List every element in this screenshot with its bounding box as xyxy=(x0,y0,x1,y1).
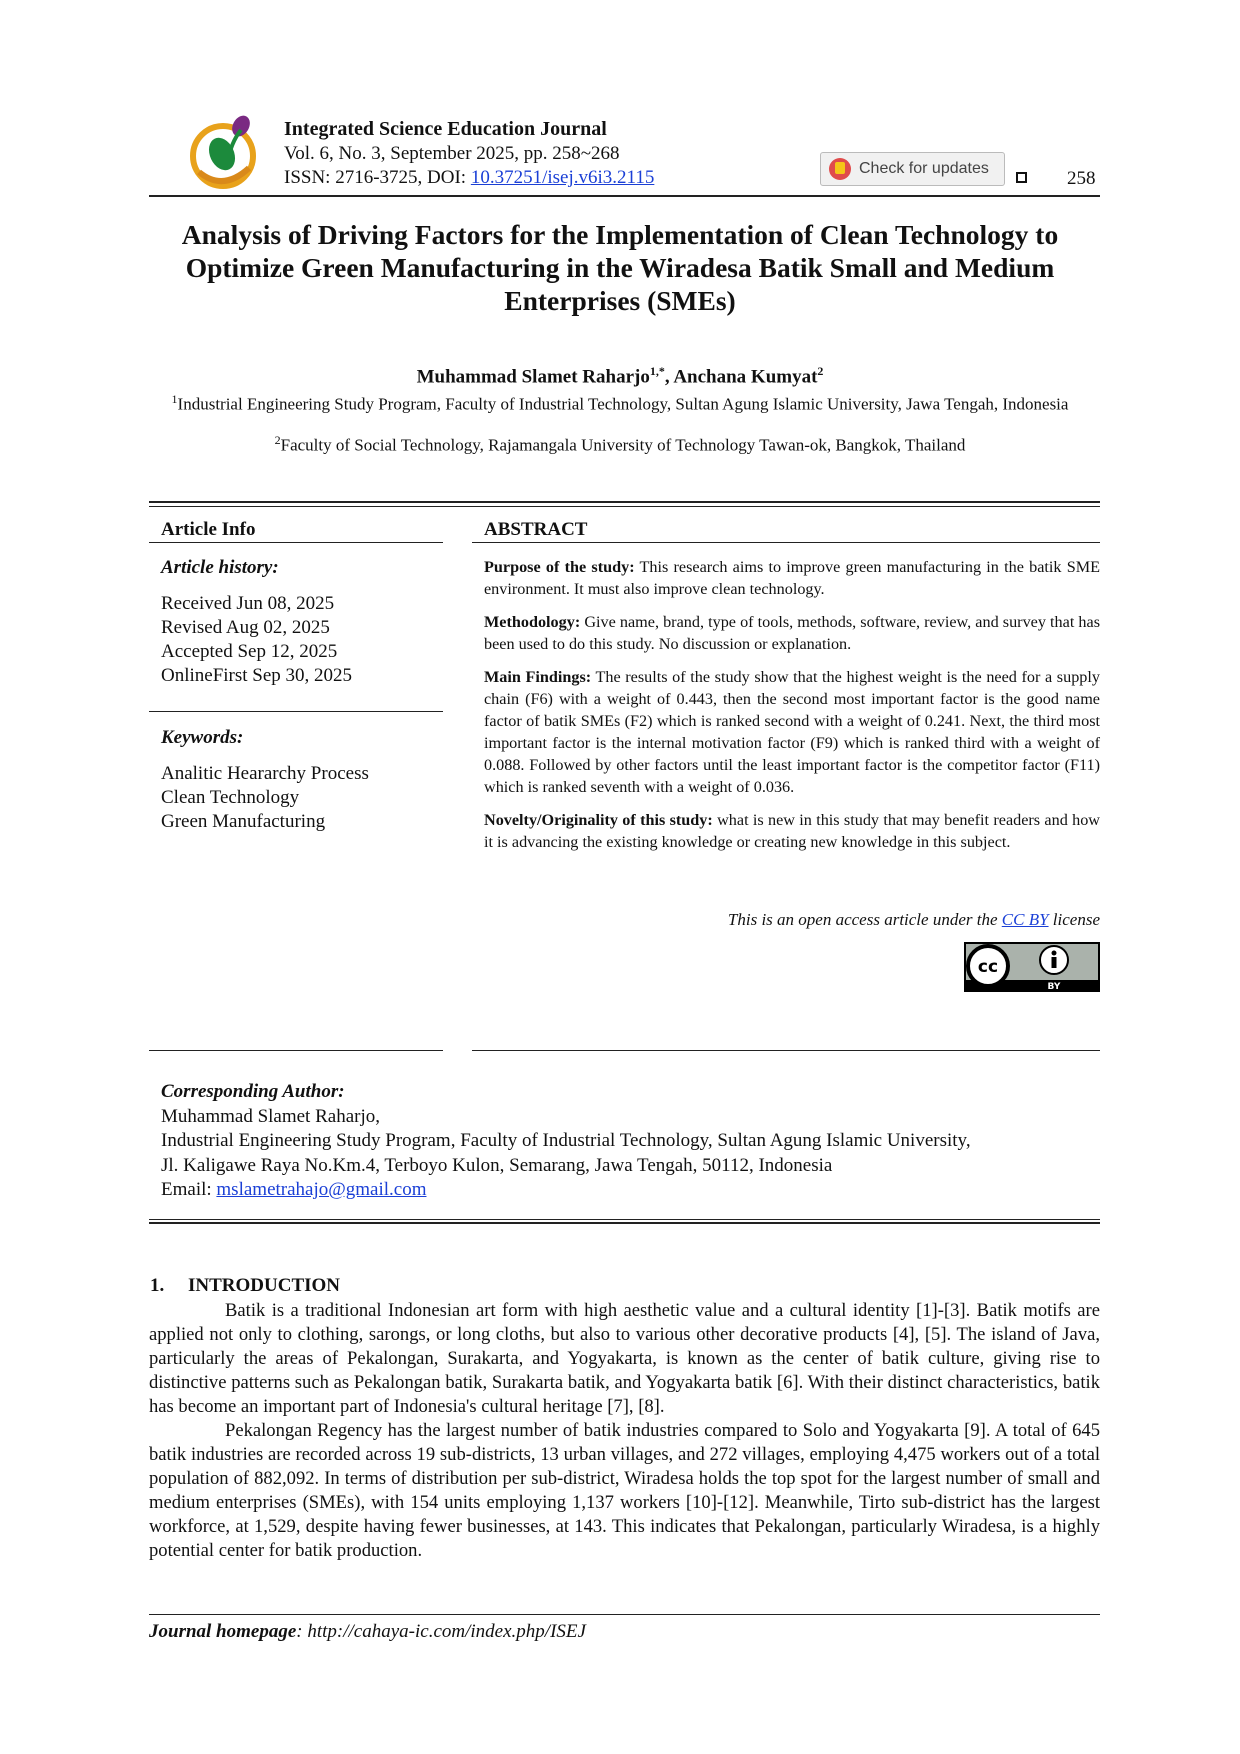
corresponding-email xyxy=(161,1178,971,1203)
page-number: 258 xyxy=(1067,168,1096,189)
check-for-updates-button[interactable] xyxy=(820,152,1005,186)
homepage-label: Journal homepage xyxy=(149,1621,297,1642)
article-info-heading: Article Info xyxy=(161,519,256,540)
affiliation-1 xyxy=(160,389,1080,415)
section-rule-top-thin xyxy=(149,506,1100,507)
square-icon xyxy=(1016,172,1027,183)
section-rule-top xyxy=(149,501,1100,503)
keyword-item: Clean Technology xyxy=(161,787,300,808)
abstract-purpose xyxy=(484,556,1100,600)
history-onlinefirst: OnlineFirst Sep 30, 2025 xyxy=(161,665,353,686)
svg-text:cc: cc xyxy=(977,957,999,977)
doi-link[interactable]: 10.37251/isej.v6i3.2115 xyxy=(470,167,655,188)
abstract-body xyxy=(484,556,1100,864)
intro-paragraph-2: Pekalongan Regency has the largest number of batik industries compared to Solo and Yogyakarta [9]. A total of 645 batik industries are recorded across 19 sub-districts, 13 urban villages, and 272 villages, employing 4,475 workers out of a total population of 882,092. In terms of distribution per sub-district, Wiradesa holds the top spot for the largest number of small and medium enterprises (SMEs), with 154 units employing 1,137 workers [10]-[12]. Meanwhile, Tirto sub-district has the largest workforce, at 1,529, despite having fewer businesses, at 143. This indicates that Pekalongan, particularly Wiradesa, is a highly potential center for batik production. xyxy=(149,1420,1100,1561)
novelty-label: Novelty/Originality of this study: xyxy=(484,811,713,829)
purpose-text: This research aims to improve green manufacturing in the batik SME environment. It must also improve clean technology. xyxy=(484,558,1100,598)
abstract-novelty xyxy=(484,809,1100,853)
keyword-item: Analitic Heararchy Process xyxy=(161,763,369,784)
journal-title: Integrated Science Education Journal xyxy=(284,118,607,140)
findings-label: Main Findings: xyxy=(484,668,592,686)
info-column-bottom-rule xyxy=(149,1050,443,1051)
author-1: Muhammad Slamet Raharjo xyxy=(416,366,650,388)
corresponding-rule-thin xyxy=(149,1219,1100,1220)
aff1-sup: 1 xyxy=(171,392,178,406)
journal-logo-icon xyxy=(185,112,267,194)
keywords-heading: Keywords: xyxy=(161,727,244,748)
method-text: Give name, brand, type of tools, methods, software, review, and survey that has been used to do this study. No discussion or explanation. xyxy=(484,613,1100,653)
email-prefix: Email: xyxy=(161,1179,217,1200)
license-prefix: This is an open access article under the xyxy=(727,910,1002,929)
purpose-label: Purpose of the study: xyxy=(484,558,635,576)
corresponding-address: Jl. Kaligawe Raya No.Km.4, Terboyo Kulon, Semarang, Jawa Tengah, 50112, Indonesia xyxy=(161,1154,833,1176)
corresponding-heading: Corresponding Author: xyxy=(161,1081,345,1102)
aff2-text: Faculty of Social Technology, Rajamangala University of Technology Tawan-ok, Bangkok, Thailand xyxy=(280,435,966,455)
abstract-findings xyxy=(484,666,1100,798)
cc-by-link[interactable]: CC BY xyxy=(1001,910,1049,929)
crossmark-icon xyxy=(829,158,851,180)
history-accepted: Accepted Sep 12, 2025 xyxy=(161,641,338,662)
author-separator: , xyxy=(664,366,674,388)
footer-rule xyxy=(149,1614,1100,1615)
article-history-list xyxy=(161,592,352,688)
abstract-heading: ABSTRACT xyxy=(484,519,588,540)
abstract-methodology xyxy=(484,611,1100,655)
author-2: Anchana Kumyat xyxy=(673,366,818,388)
affiliation-2 xyxy=(160,433,1080,456)
homepage-url: : http://cahaya-ic.com/index.php/ISEJ xyxy=(296,1621,586,1642)
info-heading-rule xyxy=(149,542,443,543)
novelty-text: what is new in this study that may benefit readers and how it is advancing the existing knowledge or creating new knowledge in this subject. xyxy=(484,811,1100,851)
method-label: Methodology: xyxy=(484,613,581,631)
findings-text: The results of the study show that the highest weight is the need for a supply chain (F6) with a weight of 0.443, then the second most important factor is the good name factor of batik SMEs (F2) which is ranked second with a weight of 0.241. Next, the third most important factor is the internal motivation factor (F9) which is ranked third with a weight of 0.088. Followed by other factors until the least important factor is the competitor factor (F11) which is ranked seventh with a weight of 0.036. xyxy=(484,668,1100,796)
check-updates-label: Check for updates xyxy=(859,160,989,177)
header-rule xyxy=(149,195,1100,197)
journal-homepage xyxy=(149,1621,586,1643)
history-received: Received Jun 08, 2025 xyxy=(161,593,335,614)
keywords-list xyxy=(161,762,369,834)
journal-issn xyxy=(284,167,654,189)
issn-text: ISSN: 2716-3725, DOI: xyxy=(284,167,471,188)
history-revised: Revised Aug 02, 2025 xyxy=(161,617,330,638)
author-2-sup: 2 xyxy=(817,364,824,378)
introduction-heading: 1. INTRODUCTION xyxy=(150,1275,341,1296)
keyword-item: Green Manufacturing xyxy=(161,811,326,832)
aff2-sup: 2 xyxy=(274,433,281,447)
license-suffix: license xyxy=(1048,910,1100,929)
author-1-sup: 1,* xyxy=(649,364,665,378)
aff1-text: Industrial Engineering Study Program, Faculty of Industrial Technology, Sultan Agung Islamic University, Jawa Tengah, Indonesia xyxy=(177,394,1069,414)
intro-paragraph-1: Batik is a traditional Indonesian art form with high aesthetic value and a cultural identity [1]-[3]. Batik motifs are applied not only to clothing, sarongs, or long cloths, but also to various other decorative products [4], [5]. The island of Java, particularly the areas of Pekalongan, Surakarta, and Yogyakarta, is known as the center of batik culture, giving rise to distinctive patterns such as Pekalongan batik, Surakarta batik, and Yogyakarta batik [6]. With their distinct characteristics, batik has become an important part of Indonesia's cultural heritage [7], [8]. xyxy=(149,1300,1100,1417)
author-line xyxy=(150,364,1090,388)
corresponding-author xyxy=(161,1080,971,1203)
license-note xyxy=(650,910,1100,930)
article-history-heading: Article history: xyxy=(161,557,279,578)
abstract-heading-rule xyxy=(472,542,1100,543)
corresponding-name: Muhammad Slamet Raharjo, xyxy=(161,1105,380,1127)
svg-text:BY: BY xyxy=(1047,982,1061,992)
cc-by-badge-icon[interactable] xyxy=(964,942,1100,992)
corresponding-affiliation: Industrial Engineering Study Program, Faculty of Industrial Technology, Sultan Agung Islamic University, xyxy=(161,1130,971,1151)
abstract-bottom-rule xyxy=(472,1050,1100,1051)
email-link[interactable]: mslametrahajo@gmail.com xyxy=(216,1179,427,1200)
history-rule xyxy=(149,711,443,712)
introduction-body xyxy=(149,1299,1100,1563)
journal-volume: Vol. 6, No. 3, September 2025, pp. 258~268 xyxy=(284,143,620,164)
article-title: Analysis of Driving Factors for the Implementation of Clean Technology to Optimize Green Manufacturing in the Wiradesa Batik Small and Medium Enterprises (SMEs) xyxy=(181,219,1059,316)
corresponding-rule xyxy=(149,1222,1100,1224)
